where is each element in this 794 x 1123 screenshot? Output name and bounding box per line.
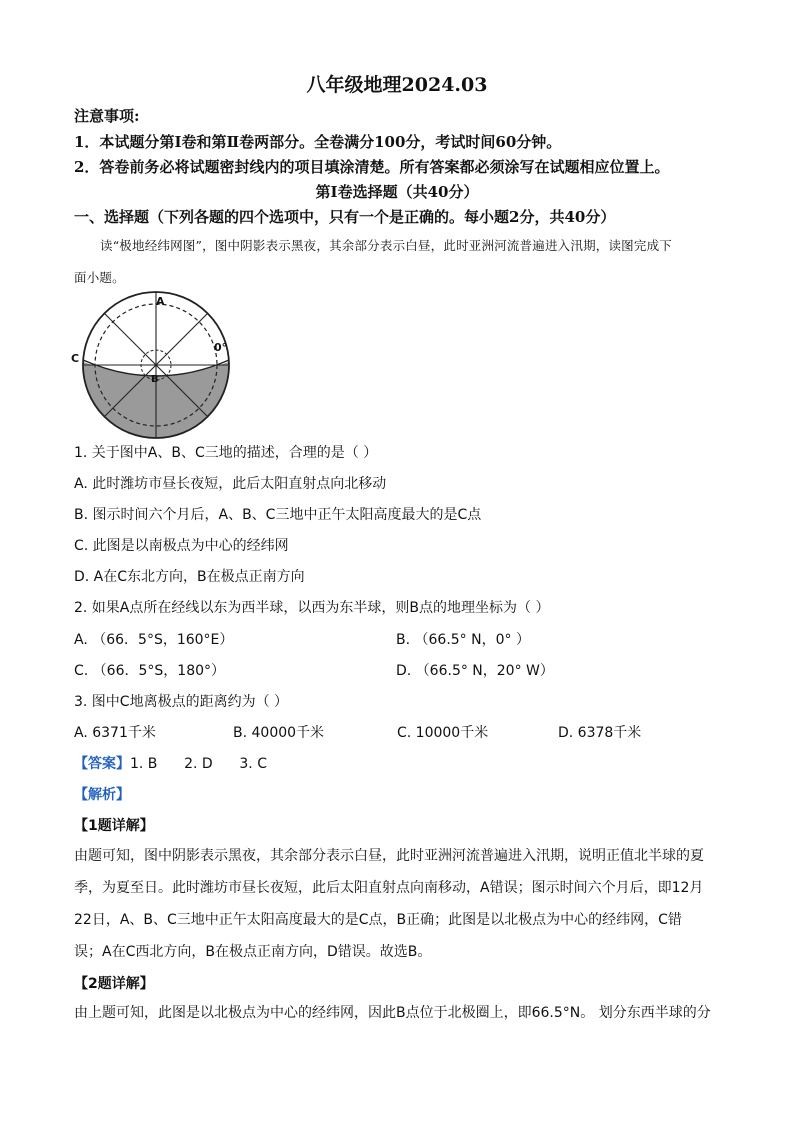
part-heading: 一、选择题（下列各题的四个选项中，只有一个是正确的。每小题2分，共40分）: [74, 208, 616, 226]
intro-line-1: 读“极地经纬网图”，图中阴影表示黑夜，其余部分表示白昼，此时亚洲河流普遍进入汛期，读图完成下: [100, 238, 672, 253]
point-a-label: A: [156, 295, 165, 308]
detail-2-line-1: 由上题可知，此图是以北极点为中心的经纬网，因此B点位于北极圈上，即66.5°N。 划分东西半球的分: [74, 1005, 711, 1021]
detail-2-label: 【2题详解】: [74, 976, 154, 992]
prime-meridian-label: 0°: [214, 341, 228, 354]
question-2-option-c: C. （66．5°S，180°）: [74, 663, 226, 679]
point-b-label: B: [151, 374, 159, 385]
notice-item-1: 1．本试题分第Ⅰ卷和第Ⅱ卷两部分。全卷满分100分，考试时间60分钟。: [74, 133, 562, 151]
question-3-option-d: D. 6378千米: [558, 725, 642, 741]
question-3-option-a: A. 6371千米: [74, 725, 156, 741]
section-title: 第Ⅰ卷选择题（共40分）: [315, 183, 479, 201]
analysis-label: 【解析】: [74, 787, 130, 803]
meridians: [83, 292, 229, 438]
page-title: 八年级地理2024.03: [306, 74, 488, 96]
intro-line-2: 面小题。: [74, 270, 125, 285]
question-1-option-c: C. 此图是以南极点为中心的经纬网: [74, 538, 289, 554]
question-3-option-c: C. 10000千米: [397, 725, 489, 741]
question-2-stem: 2. 如果A点所在经线以东为西半球，以西为东半球，则B点的地理坐标为（ ）: [74, 600, 550, 616]
detail-1-label: 【1题详解】: [74, 818, 154, 834]
question-1-stem: 1. 关于图中A、B、C三地的描述，合理的是（ ）: [74, 445, 378, 461]
notice-heading: 注意事项:: [74, 107, 140, 125]
answer-text: 1. B 2. D 3. C: [130, 756, 267, 772]
question-2-option-d: D. （66.5° N，20° W）: [396, 663, 554, 679]
detail-1-line-2: 季，为夏至日。此时潍坊市昼长夜短，此后太阳直射点向南移动，A错误；图示时间六个月后，即12月: [74, 880, 704, 896]
question-1-option-a: A. 此时潍坊市昼长夜短，此后太阳直射点向北移动: [74, 476, 387, 492]
answer-label: 【答案】: [74, 756, 130, 772]
question-1-option-d: D. A在C东北方向，B在极点正南方向: [74, 569, 305, 585]
detail-1-line-4: 误；A在C西北方向，B在极点正南方向，D错误。故选B。: [74, 944, 432, 960]
polar-graticule-figure: [68, 290, 238, 440]
question-2-option-b: B. （66.5° N，0° ）: [396, 632, 530, 648]
question-3-stem: 3. 图中C地离极点的距离约为（ ）: [74, 694, 289, 710]
point-c-label: C: [71, 352, 80, 365]
question-2-option-a: A. （66．5°S，160°E）: [74, 632, 234, 648]
detail-1-line-1: 由题可知，图中阴影表示黑夜，其余部分表示白昼，此时亚洲河流普遍进入汛期，说明正值北半球的夏: [74, 848, 704, 864]
question-1-option-b: B. 图示时间六个月后，A、B、C三地中正午太阳高度最大的是C点: [74, 507, 482, 523]
notice-item-2: 2．答卷前务必将试题密封线内的项目填涂清楚。所有答案都必须涂写在试题相应位置上。: [74, 158, 670, 176]
detail-1-line-3: 22日，A、B、C三地中正午太阳高度最大的是C点，B正确；此图是以北极点为中心的经纬网，C错: [74, 912, 682, 928]
question-3-option-b: B. 40000千米: [233, 725, 325, 741]
answer-line: [74, 753, 267, 773]
